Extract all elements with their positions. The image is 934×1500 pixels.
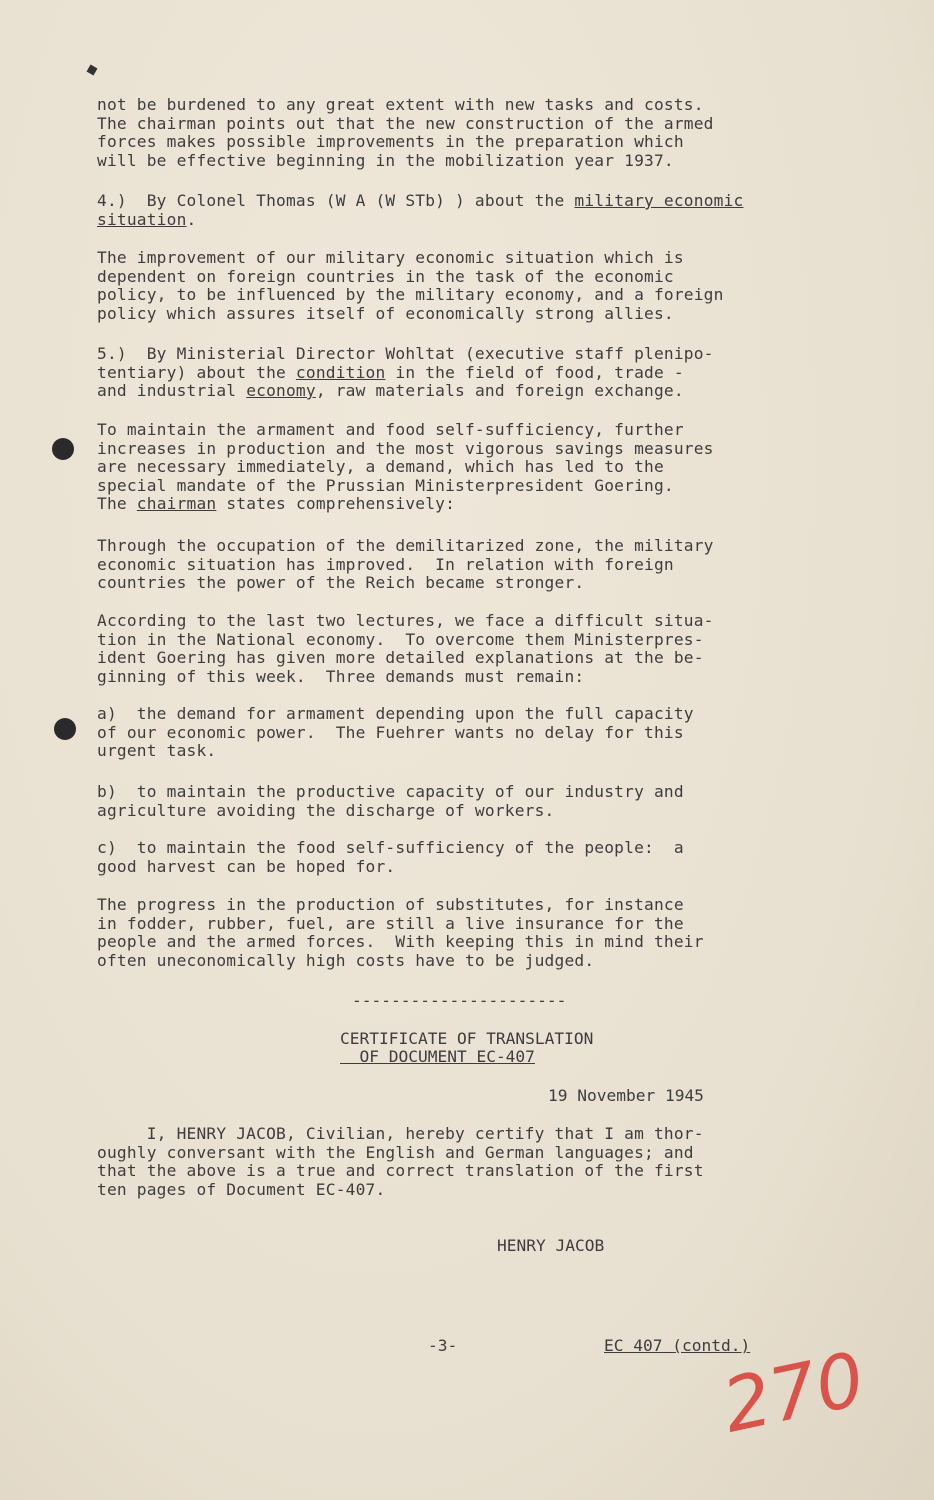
page-number: -3- [428, 1336, 458, 1355]
demand-a: a) the demand for armament depending upon the full capacity of our economic power. The Fuehrer wants no delay for this urgent task. [97, 704, 694, 760]
signature: HENRY JACOB [497, 1236, 605, 1255]
certificate-body: I, HENRY JACOB, Civilian, hereby certify that I am thor- oughly conversant with the English and German languages; and that the above is a true and correct translation of the first ten pages of Document EC-407. [97, 1124, 704, 1199]
item-4-heading: 4.) By Colonel Thomas (W A (W STb) ) about the military economic situation. [97, 191, 744, 229]
certificate-subtitle: OF DOCUMENT EC-407 [359, 1047, 535, 1066]
demand-c: c) to maintain the food self-sufficiency of the people: a good harvest can be hoped for. [97, 838, 684, 876]
paragraph-top: not be burdened to any great extent with new tasks and costs. The chairman points out that the new construction of the armed forces makes possible improvements in the preparation which will be effective beginning in the mobilization year 1937. [97, 95, 714, 170]
certificate-date: 19 November 1945 [548, 1086, 704, 1105]
divider-line: ---------------------- [352, 991, 567, 1010]
document-reference: EC 407 (contd.) [604, 1336, 751, 1355]
paragraph-occupation: Through the occupation of the demilitarized zone, the military economic situation has improved. In relation with foreign countries the power of the Reich became stronger. [97, 536, 714, 592]
punch-hole-bottom [54, 718, 76, 740]
certificate-title: CERTIFICATE OF TRANSLATION [340, 1029, 594, 1048]
punch-hole-top [52, 438, 74, 460]
handwritten-page-stamp: 270 [715, 1336, 872, 1450]
pen-mark [87, 65, 98, 76]
paragraph-according: According to the last two lectures, we face a difficult situa- tion in the National economy. To overcome them Ministerpres- ident Goering has given more detailed explanations at the be- ginning of this week. Three demands must remain: [97, 611, 714, 686]
paragraph-progress: The progress in the production of substitutes, for instance in fodder, rubber, fuel, are still a live insurance for the people and the armed forces. With keeping this in mind their often uneconomically high costs have to be judged. [97, 895, 704, 970]
paragraph-improvement: The improvement of our military economic situation which is dependent on foreign countries in the task of the economic policy, to be influenced by the military economy, and a foreign policy which assures itself of economically strong allies. [97, 248, 724, 323]
demand-b: b) to maintain the productive capacity of our industry and agriculture avoiding the discharge of workers. [97, 782, 684, 820]
paragraph-maintain: To maintain the armament and food self-sufficiency, further increases in production and the most vigorous savings measures are necessary immediately, a demand, which has led to the special mandate of the Prussian Ministerpresident Goering. The chairman states comprehensively: [97, 420, 714, 513]
item-5-heading: 5.) By Ministerial Director Wohltat (executive staff plenipo- tentiary) about the condition in the field of food, trade - and industrial economy, raw materials and foreign exchange. [97, 344, 714, 400]
